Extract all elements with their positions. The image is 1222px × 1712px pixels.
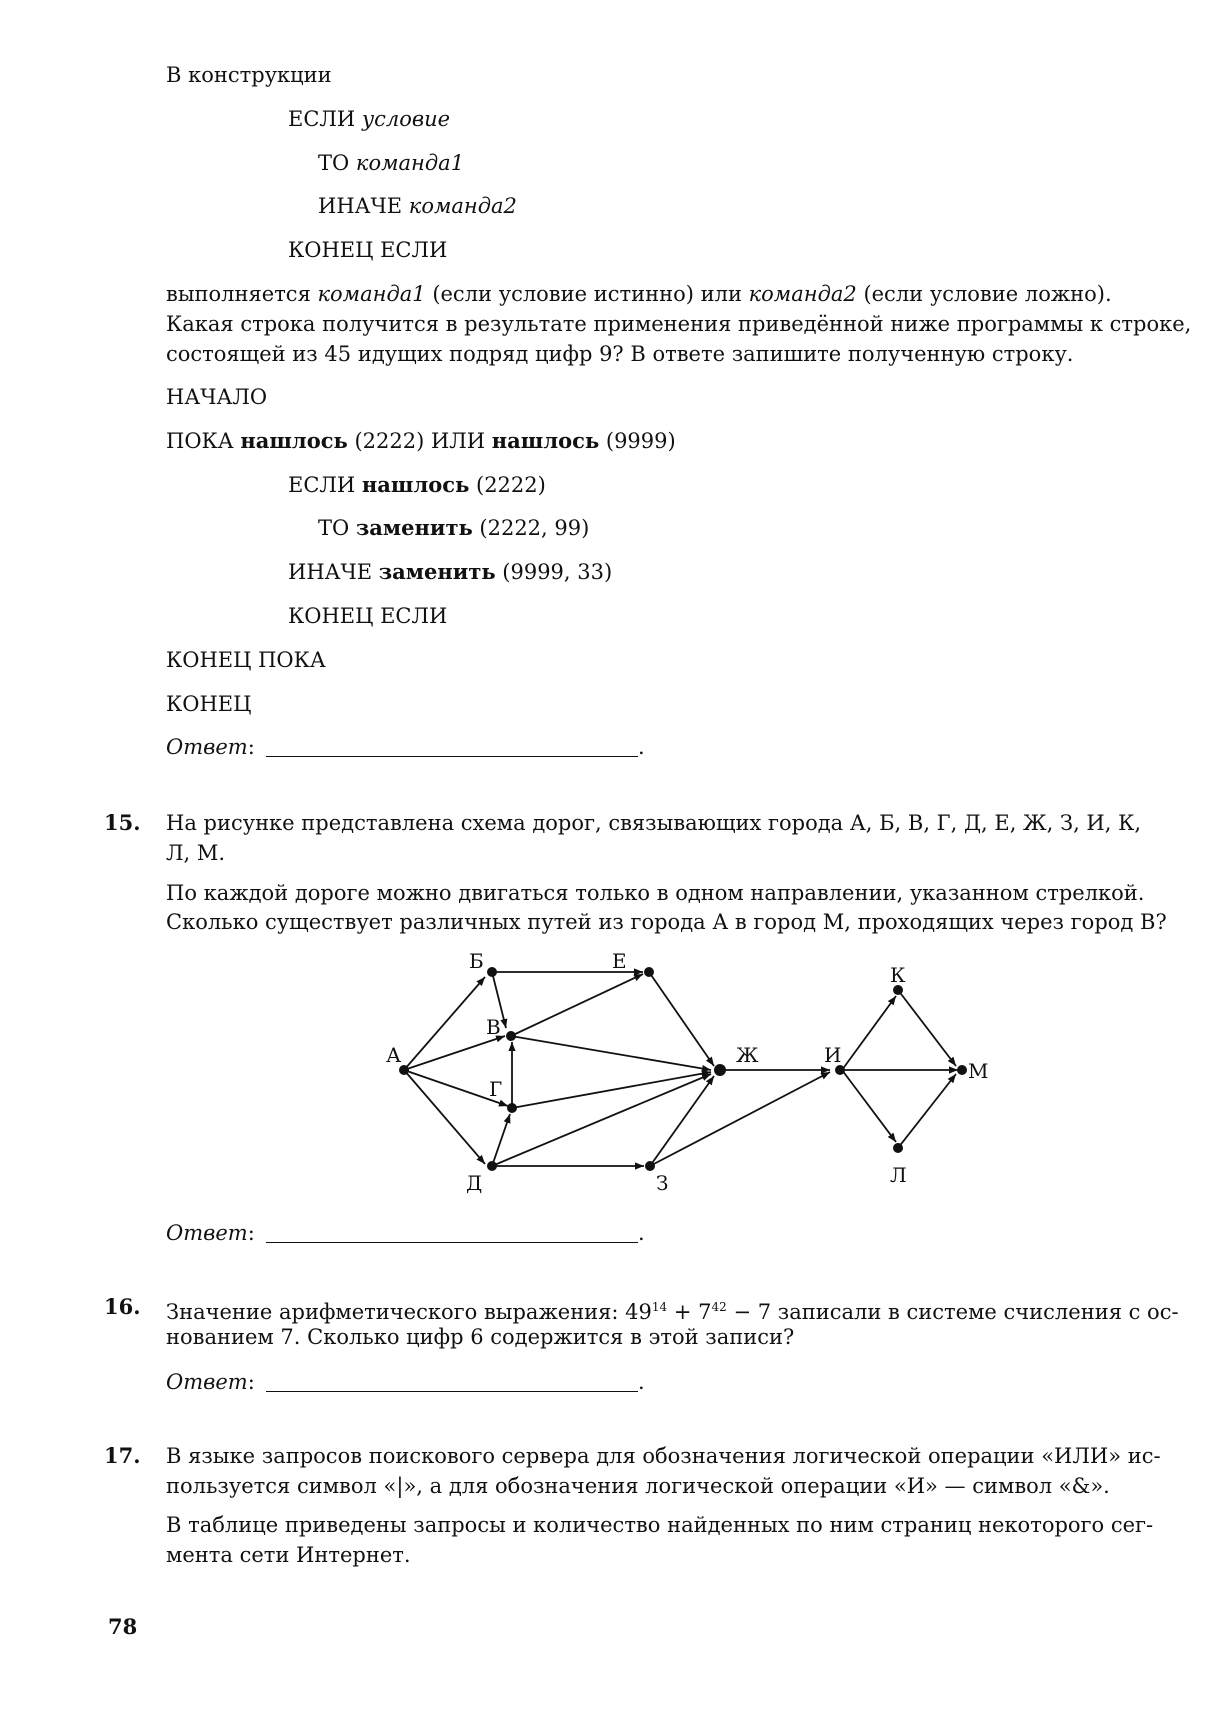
intro-if-kw: ЕСЛИ xyxy=(288,107,356,131)
answer-label: Ответ xyxy=(166,1221,248,1245)
else-func: заменить xyxy=(378,559,496,584)
label-ZH: Ж xyxy=(736,1043,759,1067)
label-G: Г xyxy=(489,1077,503,1101)
page-number: 78 xyxy=(108,1614,138,1639)
edge-K-M xyxy=(898,990,956,1066)
task16-text-c: − 7 записали в системе счисления с ос- xyxy=(726,1300,1179,1324)
label-E: Е xyxy=(612,949,627,973)
answer-colon: : xyxy=(247,735,255,759)
answer-15-field[interactable] xyxy=(266,1242,638,1243)
edge-G-ZH xyxy=(512,1072,711,1108)
node-G xyxy=(507,1103,517,1113)
if-func: нашлось xyxy=(361,472,470,497)
expl-part-1: выполняется xyxy=(166,282,318,306)
while-arg1: (2222) ИЛИ xyxy=(347,429,492,453)
label-V: В xyxy=(486,1015,501,1039)
label-Z: З xyxy=(656,1171,669,1195)
task17-line2: пользуется символ «|», а для обозначения логической операции «И» — символ «&». xyxy=(166,1474,1110,1498)
answer-16-field[interactable] xyxy=(266,1391,638,1392)
task17-line1: В языке запросов поискового сервера для обозначения логической операции «ИЛИ» ис- xyxy=(166,1444,1161,1468)
node-L xyxy=(893,1143,903,1153)
program-endif: КОНЕЦ ЕСЛИ xyxy=(288,604,448,628)
label-M: М xyxy=(968,1059,989,1083)
node-B xyxy=(487,967,497,977)
answer-14-dot: . xyxy=(638,735,645,759)
intro-if-cond: условие xyxy=(361,107,451,131)
program-end: КОНЕЦ xyxy=(166,692,252,716)
label-K: К xyxy=(890,963,906,987)
task16-exp2: 42 xyxy=(711,1300,727,1314)
task16-line1 xyxy=(166,1294,1179,1325)
node-Z xyxy=(645,1161,655,1171)
edge-Z-ZH xyxy=(650,1076,714,1166)
then-arg: (2222, 99) xyxy=(472,516,590,540)
edge-V-ZH xyxy=(511,1036,711,1070)
intro-else-cmd: команда2 xyxy=(408,194,517,218)
edge-L-M xyxy=(898,1074,956,1148)
intro-question-line1: Какая строка получится в результате применения приведённой ниже программы к строке, xyxy=(166,312,1192,336)
expl-part-2: (если условие истинно) или xyxy=(425,282,749,306)
label-A: А xyxy=(386,1043,402,1067)
then-func: заменить xyxy=(355,515,473,540)
label-L: Л xyxy=(890,1163,907,1187)
while-func2: нашлось xyxy=(491,428,600,453)
while-kw: ПОКА xyxy=(166,429,241,453)
edge-E-ZH xyxy=(649,972,714,1066)
answer-colon: : xyxy=(247,1221,255,1245)
label-D: Д xyxy=(466,1171,483,1195)
answer-16 xyxy=(166,1369,255,1395)
task15-line1: На рисунке представлена схема дорог, связывающих города А, Б, В, Г, Д, Е, Ж, З, И, К, xyxy=(166,811,1142,835)
if-kw: ЕСЛИ xyxy=(288,473,362,497)
node-E xyxy=(644,967,654,977)
task16-line2: нованием 7. Сколько цифр 6 содержится в этой записи? xyxy=(166,1325,795,1349)
intro-lead: В конструкции xyxy=(166,63,332,87)
while-arg2: (9999) xyxy=(599,429,676,453)
edge-Z-I xyxy=(650,1072,830,1166)
program-begin: НАЧАЛО xyxy=(166,385,268,409)
expl-cmd1: команда1 xyxy=(317,282,426,306)
task16-text-a: Значение арифметического выражения: 49 xyxy=(166,1300,652,1324)
then-kw: ТО xyxy=(318,516,356,540)
expl-part-3: (если условие ложно). xyxy=(856,282,1112,306)
if-arg: (2222) xyxy=(469,473,546,497)
task15-line3: По каждой дороге можно двигаться только в одном направлении, указанном стрелкой. xyxy=(166,881,1145,905)
task15-line2: Л, М. xyxy=(166,841,226,865)
task16-text-b: + 7 xyxy=(667,1300,712,1324)
intro-then-cmd: команда1 xyxy=(355,151,465,175)
intro-then-kw: ТО xyxy=(318,151,350,175)
task17-line4: мента сети Интернет. xyxy=(166,1543,411,1567)
edge-D-G xyxy=(492,1114,510,1166)
node-V xyxy=(506,1031,516,1041)
task17-number: 17. xyxy=(104,1443,141,1468)
task16-exp1: 14 xyxy=(651,1300,668,1314)
answer-15 xyxy=(166,1220,255,1246)
intro-question-line2: состоящей из 45 идущих подряд цифр 9? В ответе запишите полученную строку. xyxy=(166,342,1074,366)
answer-15-dot: . xyxy=(638,1221,645,1245)
while-func1: нашлось xyxy=(240,428,348,453)
label-B: Б xyxy=(469,949,484,973)
task16-number: 16. xyxy=(104,1294,141,1319)
edge-V-E xyxy=(511,974,643,1036)
answer-label: Ответ xyxy=(166,1370,248,1394)
task17-line3: В таблице приведены запросы и количество найденных по ним страниц некоторого сег- xyxy=(166,1513,1154,1537)
program-endwhile: КОНЕЦ ПОКА xyxy=(166,648,326,672)
label-I: И xyxy=(824,1043,842,1067)
task15-number: 15. xyxy=(104,810,141,835)
node-M xyxy=(957,1065,967,1075)
answer-16-dot: . xyxy=(638,1370,645,1394)
intro-endif: КОНЕЦ ЕСЛИ xyxy=(288,238,448,262)
edge-I-L xyxy=(842,1070,896,1142)
else-arg: (9999, 33) xyxy=(495,560,613,584)
expl-cmd2: команда2 xyxy=(748,282,857,306)
answer-colon: : xyxy=(247,1370,255,1394)
task15-line4: Сколько существует различных путей из города А в город М, проходящих через город В? xyxy=(166,910,1167,934)
node-ZH xyxy=(714,1064,726,1076)
node-D xyxy=(487,1161,497,1171)
else-kw: ИНАЧЕ xyxy=(288,560,379,584)
edge-I-K xyxy=(842,996,896,1070)
intro-else-kw: ИНАЧЕ xyxy=(318,194,403,218)
answer-label: Ответ xyxy=(166,735,248,759)
